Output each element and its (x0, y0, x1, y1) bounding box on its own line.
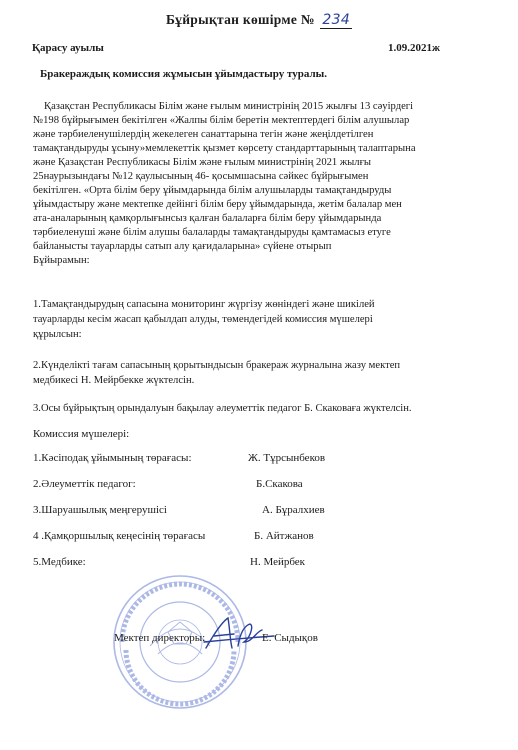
member-role: 3.Шаруашылық меңгерушісі (33, 504, 167, 516)
body-line: ұйымдастыру және мектепке дейінгі білім беру ұйымдарында, жетім балалар мен (33, 199, 402, 210)
body-line: Қазақстан Республикасы Білім және ғылым министрінің 2015 жылғы 13 сәуірдегі (44, 101, 414, 112)
member-name: Н. Мейрбек (250, 556, 306, 568)
body-line: байланысты тауарларды сатып алу қағидаларына» сүйене отырып (33, 241, 332, 252)
order-date: 1.09.2021ж (388, 42, 440, 54)
member-name: Б. Айтжанов (254, 530, 314, 542)
member-role: 2.Әлеуметтік педагог: (33, 478, 136, 490)
body-line: бекітілген. «Орта білім беру ұйымдарында білім алушыларды тамақтандыруды (33, 185, 392, 196)
body-line: 25наурызындағы №12 қаулысының 46- қосымшасына сәйкес бұйрығымен (33, 171, 369, 182)
member-role: 1.Кәсіподақ ұйымының төрағасы: (33, 452, 192, 464)
member-name: Ж. Тұрсынбеков (248, 452, 326, 464)
body-line: ата-аналарының қамқорлығынсыз қалған балаларға білім беру ұйымдарында (33, 213, 382, 224)
item-line: 1.Тамақтандырудың сапасына мониторинг жүргізу жөніндегі және шикілей (33, 299, 375, 310)
member-name: Б.Скакова (256, 478, 303, 490)
order-number: 234 (322, 12, 351, 28)
member-role: 4 .Қамқоршылық кеңесінің төрағасы (33, 530, 206, 542)
body-line: және Қазақстан Республикасы Білім және ғылым министрінің 2021 жылғы (33, 157, 372, 168)
order-word: Бұйырамын: (33, 255, 90, 266)
director-label: Мектеп директоры: (114, 632, 206, 644)
body-line: және тәрбиеленушілердің жекелеген санаттарына тегін және жеңілдетілген (33, 129, 374, 140)
title-text: Бұйрықтан көшірме № (165, 12, 315, 27)
body-line: тамақтандыруды ұсыну»мемлекеттік қызмет көрсету стандарттарының талаптарына (33, 143, 416, 154)
member-role: 5.Медбике: (33, 556, 86, 568)
place-name: Қарасу ауылы (32, 42, 104, 54)
item-line: құрылсын: (33, 329, 82, 340)
item-line: тауарларды кесім жасап қабылдап алуды, төмендегідей комиссия мүшелері (33, 314, 373, 325)
director-name: Е. Сыдықов (262, 632, 318, 644)
body-line: №198 бұйрығымен бекітілген «Жалпы білім беретін мектептердегі білім алушылар (33, 115, 410, 126)
body-line: тәрбиеленуші және білім алушы балаларды тамақтандыруды қамтамасыз етуге (33, 227, 391, 238)
item-line: медбикесі Н. Мейрбекке жүктелсін. (33, 375, 195, 386)
committee-label: Комиссия мүшелері: (33, 428, 130, 440)
item-line: 3.Осы бұйрықтың орындалуын бақылау әлеуметтік педагог Б. Скаковаға жүктелсін. (33, 403, 412, 414)
order-subject: Бракераждық комиссия жұмысын ұйымдастыру туралы. (40, 68, 327, 80)
item-line: 2.Күнделікті тағам сапасының қорытындысын бракераж журналына жазу мектеп (33, 360, 401, 371)
member-name: А. Бұралхиев (262, 504, 325, 516)
document-title (0, 12, 518, 29)
